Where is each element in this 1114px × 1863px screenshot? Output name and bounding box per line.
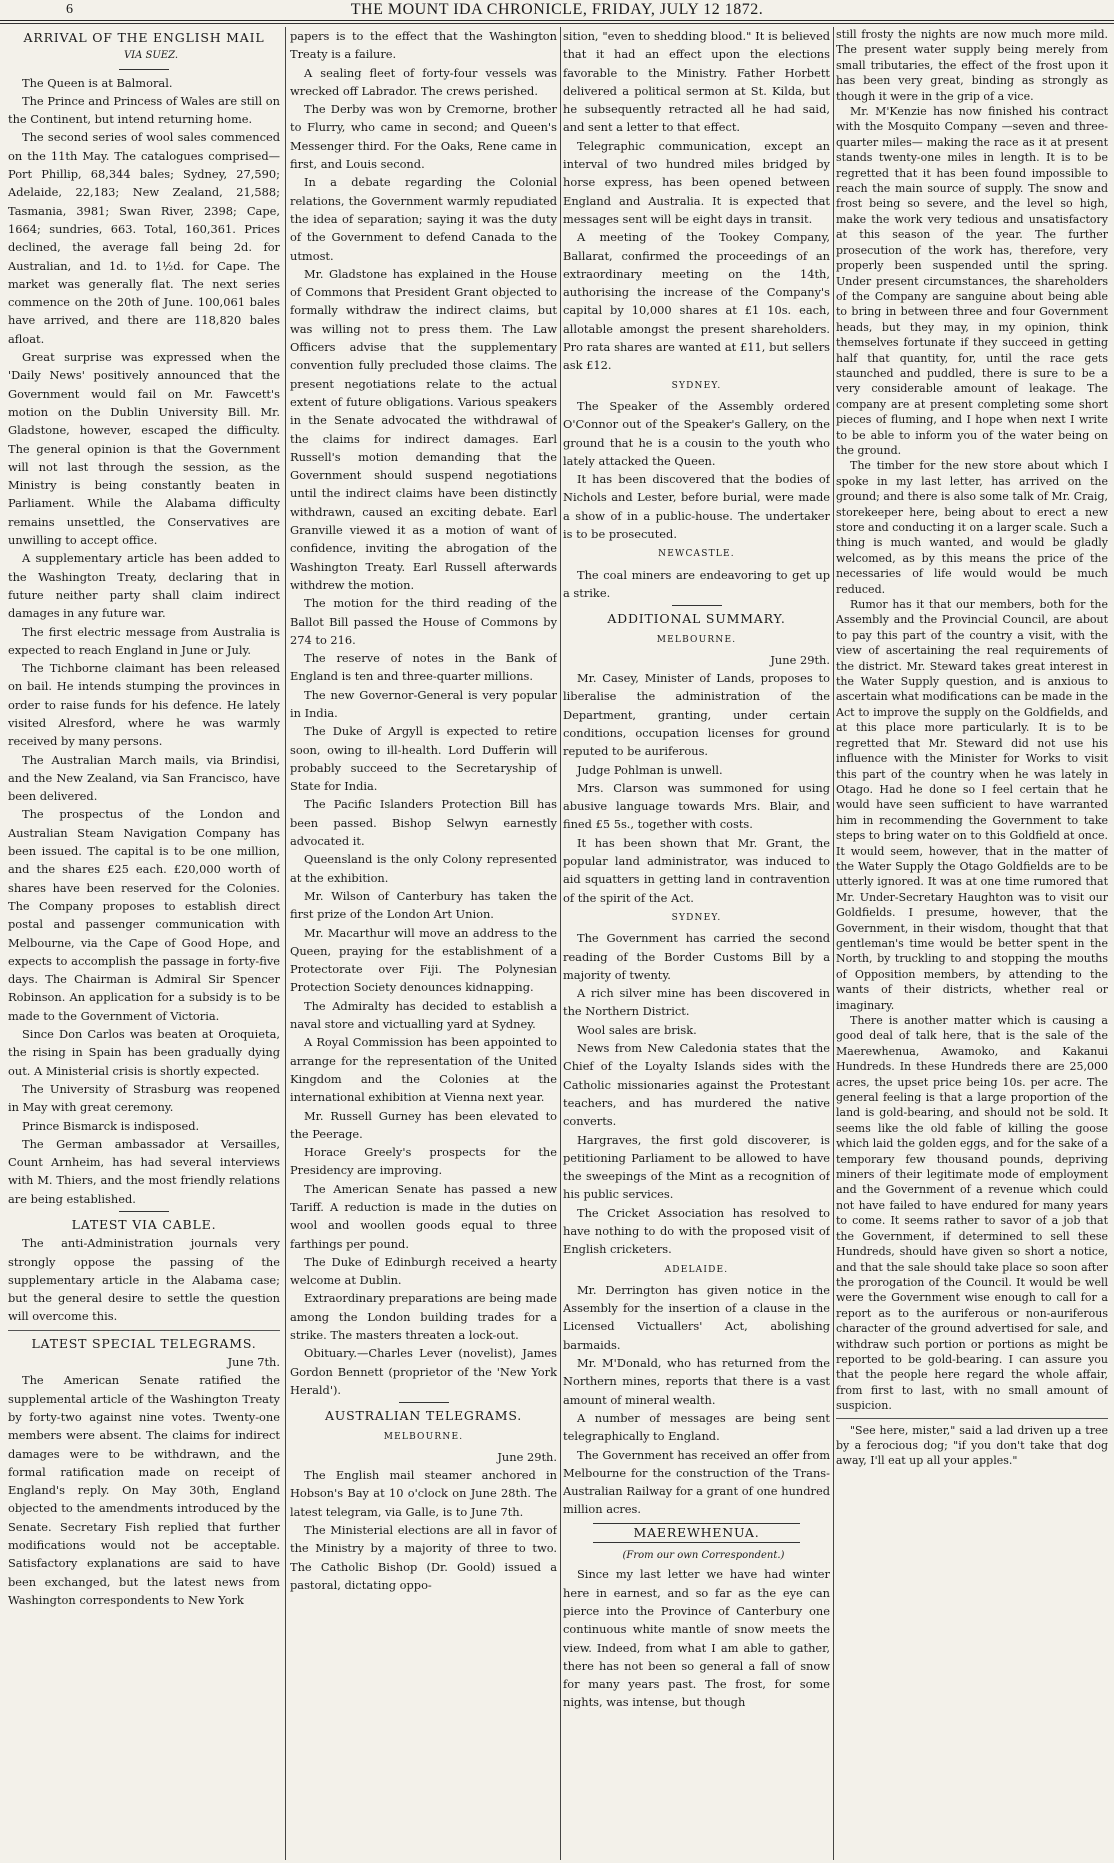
article-paragraph: Rumor has it that our members, both for the Assembly and the Provincial Council, are about to pay this part of the country a visit, with the view of ascertaining the real requirements of the district. Mr. Steward takes great interest in the Water Supply question, and is anxious to ascertain what modifications can be made in the Act to improve the supply on the Goldfields, and at this place more particularly. It is to be regretted that Mr. Steward did not use his influence with the Minister for Works to visit this part of the country when he was lately in Otago. Had he done so I feel certain that he would have seen sufficient to have warranted him in recommending the Government to take steps to bring water on to this Goldfield at once. It would seem, however, that in the matter of the Water Supply the Otago Goldfields are to be utterly ignored. It was at one time rumored that Mr. Under-Secretary Haughton was to visit our Goldfields. I presume, however, that the Government, in their wisdom, thought that that gentleman's time would be better spent in the North, by truckling to and stopping the mouths of Opposition members, by attending to the wants of their districts, whether real or imaginary.	[836, 598, 1108, 1012]
article-paragraph: A supplementary article has been added to the Washington Treaty, declaring that in future neither party shall claim indirect damages in any future war.	[8, 551, 280, 621]
article-paragraph: Mrs. Clarson was summoned for using abusive language towards Mrs. Blair, and fined £5 5s., together with costs.	[563, 780, 830, 832]
article-paragraph: The Admiralty has decided to establish a naval store and victualling yard at Sydney.	[290, 998, 557, 1032]
article-paragraph: sition, "even to shedding blood." It is believed that it had an effect upon the elections favorable to the Ministry. Father Horbett delivered a political sermon at St. Kilda, but he subsequently retracted all he had said, and sent a letter to that effect.	[563, 29, 830, 135]
location-heading: SYDNEY.	[671, 912, 722, 923]
article-paragraph: The American Senate ratified the supplemental article of the Washington Treaty by forty-two against nine votes. Twenty-one members were absent. The claims for indirect damages were to be withdrawn, and the formal ratification made on receipt of England's reply. On May 30th, England objected to the amendments introduced by the Senate. Secretary Fish replied that further modifications would not be acceptable. Satisfactory explanations are said to have been exchanged, but the latest news from Washington correspondents to New York	[8, 1373, 280, 1607]
article-paragraph: Since my last letter we have had winter here in earnest, and so far as the eye can pierce into the Province of Canterbury one continuous white mantle of snow meets the view. Indeed, from what I am able to gather, there has not been so general a fall of snow for many years past. The frost, for some nights, was intense, but though	[563, 1567, 830, 1710]
column-4	[836, 27, 1108, 1860]
headline-english-mail: ARRIVAL OF THE ENGLISH MAIL	[23, 30, 265, 45]
column-3	[563, 27, 830, 1860]
article-paragraph: The reserve of notes in the Bank of England is ten and three-quarter millions.	[290, 651, 557, 684]
article-paragraph: Mr. Wilson of Canterbury has taken the first prize of the London Art Union.	[290, 888, 557, 922]
article-paragraph: Queensland is the only Colony represented at the exhibition.	[290, 852, 557, 885]
article-paragraph: Wool sales are brisk.	[577, 1022, 697, 1037]
article-paragraph: A number of messages are being sent telegraphically to England.	[563, 1410, 830, 1444]
divider	[119, 69, 169, 70]
location-heading: MELBOURNE.	[383, 1431, 464, 1442]
masthead-title: THE MOUNT IDA CHRONICLE, FRIDAY, JULY 12 1872.	[350, 1, 764, 18]
column-divider	[833, 27, 834, 1860]
column-divider	[285, 27, 286, 1860]
article-paragraph: The prospectus of the London and Australian Steam Navigation Company has been issued. The capital is to be one million, and the shares £25 each. £20,000 worth of shares have been reserved for the Colonies. The Company proposes to establish direct postal and passenger communication with Melbourne, via the Cape of Good Hope, and expects to accomplish the passage in forty-five days. The Chairman is Admiral Sir Spencer Robinson. An application for a subsidy is to be made to the Government of Victoria.	[8, 807, 280, 1023]
article-paragraph: Mr. Gladstone has explained in the House of Commons that President Grant objected to formally withdraw the indirect claims, but was willing not to press them. The Law Officers advise that the supplementary convention fully precluded those claims. The present negotiations relate to the actual extent of future obligations. Various speakers in the Senate advocated the withdrawal of the claims for indirect damages. Earl Russell's motion demanding that the Government should suspend negotiations until the indirect claims have been distinctly withdrawn, caused an exciting debate. Earl Granville viewed it as a motion of want of confidence, inviting the abrogation of the Washington Treaty. Earl Russell afterwards withdrew the motion.	[290, 266, 557, 592]
article-paragraph: The anti-Administration journals very strongly oppose the passing of the supplementary article in the Alabama case; but the general desire to settle the question will overcome this.	[8, 1236, 280, 1324]
masthead	[0, 0, 1114, 21]
article-paragraph: The timber for the new store about which I spoke in my last letter, has arrived on the ground; and there is also some talk of Mr. Craig, storekeeper here, being about to erect a new store and conducting it on a larger scale. Such a thing is much wanted, and would be gladly welcomed, as by this means the price of the necessaries of life would would be much reduced.	[836, 459, 1108, 596]
article-paragraph: The Cricket Association has resolved to have nothing to do with the proposed visit of English cricketers.	[563, 1205, 830, 1257]
article-paragraph: Extraordinary preparations are being made among the London building trades for a strike. The masters threaten a lock-out.	[290, 1291, 557, 1343]
article-paragraph: The American Senate has passed a new Tariff. A reduction is made in the duties on wool and woollen goods equal to three farthings per pound.	[290, 1181, 557, 1251]
article-paragraph: It has been shown that Mr. Grant, the popular land administrator, was induced to aid squatters in getting land in contravention of the spirit of the Act.	[563, 835, 830, 905]
article-paragraph: Since Don Carlos was beaten at Oroquieta, the rising in Spain has been gradually dying out. A Ministerial crisis is shortly expected.	[8, 1027, 280, 1078]
article-paragraph: The Duke of Edinburgh received a hearty welcome at Dublin.	[290, 1254, 557, 1288]
article-paragraph: The Pacific Islanders Protection Bill has been passed. Bishop Selwyn earnestly advocated it.	[290, 797, 557, 849]
page-number: 6	[66, 2, 74, 17]
location-heading: NEWCASTLE.	[658, 549, 735, 560]
article-paragraph: The second series of wool sales commenced on the 11th May. The catalogues comprised—Port Phillip, 68,344 bales; Sydney, 27,590; Adelaide, 22,183; New Zealand, 21,588; Tasmania, 3981; Swan River, 2398; Cape, 1664; sundries, 663. Total, 160,361. Prices declined, the average fall being 2d. for Australian, and 1d. to 1½d. for Cape. The market was generally flat. The next series commence on the 20th of June. 100,061 bales have arrived, and there are 118,820 bales afloat.	[8, 130, 280, 346]
article-paragraph: Hargraves, the first gold discoverer, is petitioning Parliament to be allowed to have the sweepings of the Mint as a recognition of his public services.	[563, 1132, 830, 1202]
article-paragraph: The Prince and Princess of Wales are still on the Continent, but intend returning home.	[8, 93, 280, 127]
article-paragraph: The new Governor-General is very popular in India.	[290, 687, 557, 720]
article-paragraph: The Government has received an offer from Melbourne for the construction of the Trans-Australian Railway for a grant of one hundred million acres.	[563, 1447, 830, 1517]
article-paragraph: The Government has carried the second reading of the Border Customs Bill by a majority of twenty.	[563, 931, 830, 982]
subheadline: VIA SUEZ.	[123, 50, 179, 62]
dateline: June 7th.	[227, 1355, 280, 1370]
article-paragraph: still frosty the nights are now much more mild. The present water supply being merely from small tributaries, the effect of the frost upon it has been very great, binding as strongly as though it were in the grip of a vice.	[836, 28, 1108, 103]
location-heading: MELBOURNE.	[656, 634, 737, 645]
divider	[836, 1418, 1108, 1419]
divider	[399, 1402, 449, 1403]
article-paragraph: The Australian March mails, via Brindisi, and the New Zealand, via San Francisco, have been delivered.	[8, 752, 280, 804]
article-paragraph: The coal miners are endeavoring to get up a strike.	[563, 567, 830, 600]
article-paragraph: The motion for the third reading of the Ballot Bill passed the House of Commons by 274 to 216.	[290, 596, 557, 647]
column-1	[8, 27, 280, 1860]
article-paragraph: A Royal Commission has been appointed to arrange for the representation of the United Kingdom and the Colonies at the international exhibition at Vienna next year.	[290, 1035, 557, 1105]
headline-maerewhenua: MAEREWHENUA.	[593, 1523, 800, 1543]
article-paragraph: The Derby was won by Cremorne, brother to Flurry, who came in second; and Queen's Messenger third. For the Oaks, Rene came in first, and Louis second.	[290, 102, 557, 172]
article-paragraph: Horace Greely's prospects for the Presidency are improving.	[290, 1145, 557, 1178]
divider	[119, 1211, 169, 1212]
article-paragraph: The Speaker of the Assembly ordered O'Connor out of the Speaker's Gallery, on the ground that he is a cousin to the youth who lately attacked the Queen.	[563, 398, 830, 468]
article-paragraph: The University of Strasburg was reopened in May with great ceremony.	[8, 1081, 280, 1115]
article-paragraph: papers is to the effect that the Washington Treaty is a failure.	[290, 29, 557, 62]
location-heading: ADELAIDE.	[664, 1264, 729, 1275]
article-paragraph: Obituary.—Charles Lever (novelist), James Gordon Bennett (proprietor of the 'New York Herald').	[290, 1346, 557, 1397]
divider	[8, 1330, 280, 1331]
article-paragraph: Mr. M'Donald, who has returned from the Northern mines, reports that there is a vast amount of mineral wealth.	[563, 1356, 830, 1407]
article-paragraph: A rich silver mine has been discovered in the Northern District.	[563, 986, 830, 1019]
article-paragraph: Judge Pohlman is unwell.	[577, 762, 723, 777]
column-2	[290, 27, 557, 1860]
article-paragraph: Mr. Derrington has given notice in the Assembly for the insertion of a clause in the Licensed Victuallers' Act, abolishing barmaids.	[563, 1282, 830, 1352]
article-paragraph: The Ministerial elections are all in favor of the Ministry by a majority of three to two. The Catholic Bishop (Dr. Goold) issued a pastoral, dictating oppo-	[290, 1523, 557, 1592]
headline-australian-telegrams: AUSTRALIAN TELEGRAMS.	[324, 1408, 523, 1424]
article-paragraph: It has been discovered that the bodies of Nichols and Lester, before burial, were made a show of in a public-house. The undertaker is to be prosecuted.	[563, 472, 830, 542]
dateline: June 29th.	[770, 652, 830, 667]
article-paragraph: In a debate regarding the Colonial relations, the Government warmly repudiated the idea of separation; saying it was the duty of the Government to defend Canada to the utmost.	[290, 175, 557, 263]
article-paragraph: "See here, mister," said a lad driven up a tree by a ferocious dog; "if you don't take that dog away, I'll eat up all your apples."	[836, 1423, 1108, 1468]
correspondent-note: (From our own Correspondent.)	[622, 1550, 785, 1562]
article-paragraph: There is another matter which is causing a good deal of talk here, that is the sale of the Maerewhenua, Awamoko, and Kakanui Hundreds. In these Hundreds there are 25,000 acres, the upset price being 10s. per acre. The general feeling is that a large proportion of the land is gold-bearing, and should not be sold. It seems like the old fable of killing the goose which laid the golden eggs, and for the sake of a temporary few thousand pounds, depriving miners of their legitimate mode of employment and the Government of a revenue which could not have failed to have endured for many years to come. It seems rather to savor of a job that the Government, if determined to sell these Hundreds, should have given so short a notice, and that the sale should take place so soon after the prorogation of the Council. It would be well were the Government wise enough to call for a report as to the auriferous or non-auriferous character of the ground advertised for sale, and withdraw such portion or portions as might be reported to be gold-bearing. I can assure you that the people here regard the whole affair, from first to last, with no small amount of suspicion.	[836, 1014, 1108, 1413]
headline-latest-cable: LATEST VIA CABLE.	[71, 1217, 217, 1232]
article-paragraph: Great surprise was expressed when the 'Daily News' positively announced that the Government would fail on Mr. Fawcett's motion on the Dublin University Bill. Mr. Gladstone, however, escaped the difficulty. The general opinion is that the Government will not last through the session, as the Ministry is being constantly beaten in Parliament. While the Alabama difficulty remains unsettled, the Conservatives are unwilling to accept office.	[8, 350, 280, 548]
divider	[672, 605, 722, 606]
article-paragraph: Telegraphic communication, except an interval of two hundred miles bridged by horse express, has been opened between England and Australia. It is expected that messages sent will be eight days in transit.	[563, 138, 830, 226]
headline-additional-summary: ADDITIONAL SUMMARY.	[607, 611, 786, 627]
article-paragraph: The Duke of Argyll is expected to retire soon, owing to ill-health. Lord Dufferin will probably succeed to the Secretaryship of State for India.	[290, 724, 557, 794]
article-paragraph: News from New Caledonia states that the Chief of the Loyalty Islands sides with the Catholic missionaries against the Protestant teachers, and has murdered the native converts.	[563, 1041, 830, 1129]
article-paragraph: A meeting of the Tookey Company, Ballarat, confirmed the proceedings of an extraordinary meeting on the 14th, authorising the increase of the Company's capital by 10,000 shares at £1 10s. each, allotable amongst the present shareholders. Pro rata shares are wanted at £11, but sellers ask £12.	[563, 230, 830, 373]
article-paragraph: Mr. M'Kenzie has now finished his contract with the Mosquito Company —seven and three-quarter miles— making the race as it at present stands twenty-one miles in length. It is to be regretted that it has been found impossible to reach the main source of supply. The snow and frost being so severe, and the level so high, make the work very tedious and unsatisfactory at this season of the year. The further prosecution of the work has, therefore, very properly been suspended until the spring. Under present circumstances, the shareholders of the Company are sanguine about being able to bring in between three and four Government heads, but they may, in my opinion, think themselves fortunate if they succeed in getting half that quantity, for, until the race gets staunched and puddled, there is sure to be a very considerable amount of leakage. The company are at present completing some short pieces of fluming, and I hope when next I write to be able to inform you of the water being on the ground.	[836, 105, 1108, 457]
article-paragraph: The English mail steamer anchored in Hobson's Bay at 10 o'clock on June 28th. The latest telegram, via Galle, is to June 7th.	[290, 1468, 557, 1519]
article-paragraph: The German ambassador at Versailles, Count Arnheim, has had several interviews with M. Thiers, and the most friendly relations are being established.	[8, 1136, 280, 1206]
article-paragraph: Mr. Casey, Minister of Lands, proposes to liberalise the administration of the Department, granting, under certain conditions, occupation licenses for ground reputed to be auriferous.	[563, 671, 830, 759]
article-paragraph: Mr. Macarthur will move an address to the Queen, praying for the establishment of a Protectorate over Fiji. The Polynesian Protection Society denounces kidnapping.	[290, 925, 557, 995]
article-paragraph: Mr. Russell Gurney has been elevated to the Peerage.	[290, 1108, 557, 1141]
masthead-rule	[0, 23, 1114, 24]
article-paragraph: The first electric message from Australia is expected to reach England in June or July.	[8, 624, 280, 657]
headline-special-telegrams: LATEST SPECIAL TELEGRAMS.	[31, 1335, 257, 1351]
article-paragraph: The Queen is at Balmoral.	[22, 75, 173, 90]
article-paragraph: The Tichborne claimant has been released on bail. He intends stumping the provinces in order to raise funds for his defence. He lately visited Alresford, where he was warmly received by many persons.	[8, 661, 280, 749]
article-paragraph: A sealing fleet of forty-four vessels was wrecked off Labrador. The crews perished.	[290, 65, 557, 98]
dateline: June 29th.	[497, 1449, 557, 1464]
location-heading: SYDNEY.	[671, 380, 722, 391]
article-paragraph: Prince Bismarck is indisposed.	[22, 1118, 200, 1133]
column-divider	[560, 27, 561, 1860]
